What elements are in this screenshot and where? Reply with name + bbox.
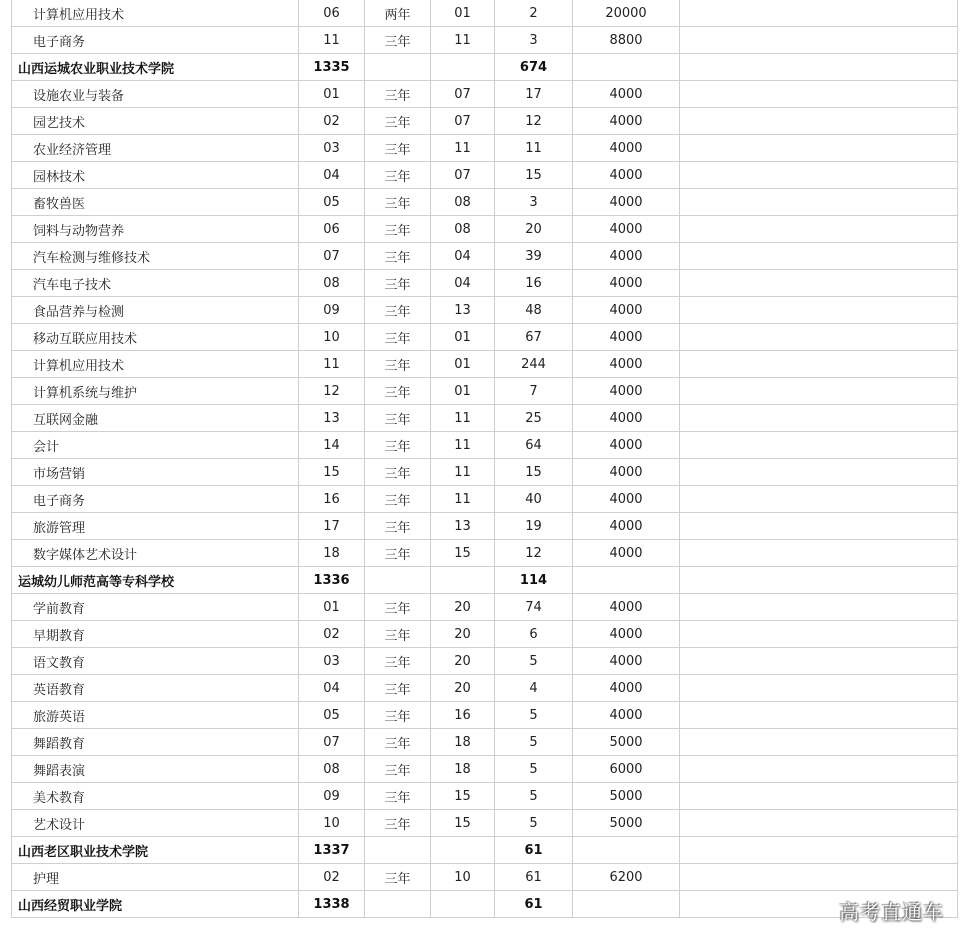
plan-count-cell: 25 — [495, 405, 573, 432]
code-cell: 04 — [299, 675, 365, 702]
remarks-cell — [680, 351, 958, 378]
tuition-fee-cell: 5000 — [573, 729, 680, 756]
major-row — [12, 486, 958, 513]
remarks-cell — [680, 27, 958, 54]
subject-category-cell: 08 — [431, 216, 495, 243]
code-cell: 03 — [299, 648, 365, 675]
school-or-major-name-cell: 汽车检测与维修技术 — [12, 243, 299, 270]
code-cell: 04 — [299, 162, 365, 189]
subject-category-cell: 01 — [431, 0, 495, 27]
plan-count-cell: 67 — [495, 324, 573, 351]
remarks-cell — [680, 702, 958, 729]
remarks-cell — [680, 675, 958, 702]
plan-count-cell: 4 — [495, 675, 573, 702]
remarks-cell — [680, 810, 958, 837]
major-row — [12, 216, 958, 243]
subject-category-cell: 07 — [431, 108, 495, 135]
major-row — [12, 270, 958, 297]
major-row — [12, 756, 958, 783]
enrollment-plan-table — [11, 0, 958, 918]
tuition-fee-cell: 4000 — [573, 162, 680, 189]
school-or-major-name-cell: 语文教育 — [12, 648, 299, 675]
school-or-major-name-cell: 旅游英语 — [12, 702, 299, 729]
code-cell: 02 — [299, 621, 365, 648]
school-or-major-name-cell: 学前教育 — [12, 594, 299, 621]
school-or-major-name-cell: 会计 — [12, 432, 299, 459]
subject-category-cell: 15 — [431, 540, 495, 567]
duration-cell: 三年 — [365, 270, 431, 297]
duration-cell: 三年 — [365, 324, 431, 351]
duration-cell: 三年 — [365, 81, 431, 108]
code-cell: 10 — [299, 324, 365, 351]
remarks-cell — [680, 216, 958, 243]
code-cell: 09 — [299, 297, 365, 324]
school-or-major-name-cell: 园艺技术 — [12, 108, 299, 135]
subject-category-cell: 20 — [431, 675, 495, 702]
subject-category-cell — [431, 837, 495, 864]
remarks-cell — [680, 594, 958, 621]
school-or-major-name-cell: 美术教育 — [12, 783, 299, 810]
subject-category-cell: 07 — [431, 162, 495, 189]
code-cell: 15 — [299, 459, 365, 486]
subject-category-cell: 11 — [431, 135, 495, 162]
remarks-cell — [680, 297, 958, 324]
school-or-major-name-cell: 数字媒体艺术设计 — [12, 540, 299, 567]
plan-count-cell: 3 — [495, 189, 573, 216]
duration-cell: 三年 — [365, 297, 431, 324]
tuition-fee-cell: 4000 — [573, 594, 680, 621]
code-cell: 1335 — [299, 54, 365, 81]
tuition-fee-cell: 4000 — [573, 216, 680, 243]
major-row — [12, 540, 958, 567]
subject-category-cell: 20 — [431, 648, 495, 675]
tuition-fee-cell: 5000 — [573, 783, 680, 810]
duration-cell: 三年 — [365, 189, 431, 216]
school-or-major-name-cell: 山西运城农业职业技术学院 — [12, 54, 299, 81]
remarks-cell — [680, 756, 958, 783]
major-row — [12, 324, 958, 351]
plan-count-cell: 2 — [495, 0, 573, 27]
school-or-major-name-cell: 饲料与动物营养 — [12, 216, 299, 243]
code-cell: 03 — [299, 135, 365, 162]
plan-count-cell: 19 — [495, 513, 573, 540]
remarks-cell — [680, 621, 958, 648]
school-or-major-name-cell: 电子商务 — [12, 27, 299, 54]
remarks-cell — [680, 81, 958, 108]
school-or-major-name-cell: 舞蹈教育 — [12, 729, 299, 756]
plan-count-cell: 16 — [495, 270, 573, 297]
table-body — [12, 0, 958, 918]
major-row — [12, 351, 958, 378]
school-or-major-name-cell: 畜牧兽医 — [12, 189, 299, 216]
tuition-fee-cell: 4000 — [573, 297, 680, 324]
tuition-fee-cell: 4000 — [573, 135, 680, 162]
remarks-cell — [680, 432, 958, 459]
code-cell: 1337 — [299, 837, 365, 864]
subject-category-cell: 01 — [431, 324, 495, 351]
school-or-major-name-cell: 计算机系统与维护 — [12, 378, 299, 405]
remarks-cell — [680, 567, 958, 594]
tuition-fee-cell: 4000 — [573, 432, 680, 459]
duration-cell: 两年 — [365, 0, 431, 27]
plan-count-cell: 5 — [495, 648, 573, 675]
major-row — [12, 27, 958, 54]
plan-count-cell: 40 — [495, 486, 573, 513]
school-or-major-name-cell: 移动互联应用技术 — [12, 324, 299, 351]
code-cell: 1338 — [299, 891, 365, 918]
major-row — [12, 810, 958, 837]
tuition-fee-cell: 6000 — [573, 756, 680, 783]
code-cell: 09 — [299, 783, 365, 810]
subject-category-cell: 13 — [431, 513, 495, 540]
code-cell: 18 — [299, 540, 365, 567]
tuition-fee-cell — [573, 891, 680, 918]
code-cell: 08 — [299, 270, 365, 297]
subject-category-cell: 20 — [431, 621, 495, 648]
remarks-cell — [680, 54, 958, 81]
duration-cell — [365, 54, 431, 81]
watermark-logo-text: 高考直通车 — [839, 900, 944, 924]
school-or-major-name-cell: 食品营养与检测 — [12, 297, 299, 324]
tuition-fee-cell: 4000 — [573, 405, 680, 432]
subject-category-cell: 18 — [431, 756, 495, 783]
tuition-fee-cell: 4000 — [573, 675, 680, 702]
plan-count-cell: 7 — [495, 378, 573, 405]
plan-count-cell: 244 — [495, 351, 573, 378]
school-or-major-name-cell: 汽车电子技术 — [12, 270, 299, 297]
code-cell: 06 — [299, 216, 365, 243]
code-cell: 02 — [299, 864, 365, 891]
duration-cell — [365, 891, 431, 918]
duration-cell — [365, 837, 431, 864]
plan-count-cell: 3 — [495, 27, 573, 54]
tuition-fee-cell: 8800 — [573, 27, 680, 54]
duration-cell: 三年 — [365, 540, 431, 567]
code-cell: 02 — [299, 108, 365, 135]
tuition-fee-cell: 4000 — [573, 243, 680, 270]
tuition-fee-cell: 4000 — [573, 351, 680, 378]
subject-category-cell — [431, 891, 495, 918]
major-row — [12, 189, 958, 216]
tuition-fee-cell — [573, 837, 680, 864]
remarks-cell — [680, 648, 958, 675]
code-cell: 11 — [299, 27, 365, 54]
duration-cell: 三年 — [365, 216, 431, 243]
duration-cell: 三年 — [365, 729, 431, 756]
school-or-major-name-cell: 园林技术 — [12, 162, 299, 189]
remarks-cell — [680, 189, 958, 216]
subject-category-cell: 11 — [431, 486, 495, 513]
school-or-major-name-cell: 早期教育 — [12, 621, 299, 648]
tuition-fee-cell: 4000 — [573, 702, 680, 729]
remarks-cell — [680, 513, 958, 540]
tuition-fee-cell: 5000 — [573, 810, 680, 837]
plan-count-cell: 61 — [495, 864, 573, 891]
major-row — [12, 783, 958, 810]
subject-category-cell: 15 — [431, 783, 495, 810]
remarks-cell — [680, 270, 958, 297]
subject-category-cell: 04 — [431, 270, 495, 297]
plan-count-cell: 48 — [495, 297, 573, 324]
plan-count-cell: 17 — [495, 81, 573, 108]
subject-category-cell: 18 — [431, 729, 495, 756]
subject-category-cell — [431, 567, 495, 594]
major-row — [12, 378, 958, 405]
major-row — [12, 432, 958, 459]
plan-count-cell: 15 — [495, 459, 573, 486]
subject-category-cell: 01 — [431, 378, 495, 405]
major-row — [12, 648, 958, 675]
duration-cell: 三年 — [365, 513, 431, 540]
remarks-cell — [680, 783, 958, 810]
school-or-major-name-cell: 山西老区职业技术学院 — [12, 837, 299, 864]
school-or-major-name-cell: 山西经贸职业学院 — [12, 891, 299, 918]
code-cell: 10 — [299, 810, 365, 837]
remarks-cell — [680, 243, 958, 270]
major-row — [12, 0, 958, 27]
plan-count-cell: 64 — [495, 432, 573, 459]
duration-cell — [365, 567, 431, 594]
school-or-major-name-cell: 艺术设计 — [12, 810, 299, 837]
subject-category-cell: 07 — [431, 81, 495, 108]
plan-count-cell: 12 — [495, 108, 573, 135]
code-cell: 07 — [299, 243, 365, 270]
plan-count-cell: 5 — [495, 756, 573, 783]
college-row — [12, 567, 958, 594]
remarks-cell — [680, 459, 958, 486]
remarks-cell — [680, 108, 958, 135]
school-or-major-name-cell: 旅游管理 — [12, 513, 299, 540]
code-cell: 08 — [299, 756, 365, 783]
duration-cell: 三年 — [365, 243, 431, 270]
subject-category-cell: 16 — [431, 702, 495, 729]
duration-cell: 三年 — [365, 648, 431, 675]
duration-cell: 三年 — [365, 405, 431, 432]
subject-category-cell: 01 — [431, 351, 495, 378]
enrollment-plan-table-container — [11, 0, 957, 918]
remarks-cell — [680, 405, 958, 432]
tuition-fee-cell: 4000 — [573, 540, 680, 567]
school-or-major-name-cell: 电子商务 — [12, 486, 299, 513]
school-or-major-name-cell: 市场营销 — [12, 459, 299, 486]
code-cell: 13 — [299, 405, 365, 432]
duration-cell: 三年 — [365, 459, 431, 486]
code-cell: 12 — [299, 378, 365, 405]
major-row — [12, 81, 958, 108]
tuition-fee-cell: 6200 — [573, 864, 680, 891]
major-row — [12, 297, 958, 324]
plan-count-cell: 61 — [495, 891, 573, 918]
school-or-major-name-cell: 农业经济管理 — [12, 135, 299, 162]
major-row — [12, 864, 958, 891]
subject-category-cell: 10 — [431, 864, 495, 891]
remarks-cell — [680, 486, 958, 513]
code-cell: 07 — [299, 729, 365, 756]
major-row — [12, 702, 958, 729]
duration-cell: 三年 — [365, 378, 431, 405]
school-or-major-name-cell: 互联网金融 — [12, 405, 299, 432]
tuition-fee-cell: 20000 — [573, 0, 680, 27]
major-row — [12, 594, 958, 621]
tuition-fee-cell: 4000 — [573, 324, 680, 351]
duration-cell: 三年 — [365, 27, 431, 54]
duration-cell: 三年 — [365, 432, 431, 459]
subject-category-cell: 08 — [431, 189, 495, 216]
major-row — [12, 621, 958, 648]
subject-category-cell: 13 — [431, 297, 495, 324]
plan-count-cell: 5 — [495, 702, 573, 729]
remarks-cell — [680, 729, 958, 756]
subject-category-cell: 20 — [431, 594, 495, 621]
plan-count-cell: 114 — [495, 567, 573, 594]
code-cell: 14 — [299, 432, 365, 459]
major-row — [12, 459, 958, 486]
subject-category-cell: 11 — [431, 27, 495, 54]
duration-cell: 三年 — [365, 756, 431, 783]
remarks-cell — [680, 837, 958, 864]
subject-category-cell: 11 — [431, 459, 495, 486]
college-row — [12, 891, 958, 918]
school-or-major-name-cell: 计算机应用技术 — [12, 351, 299, 378]
code-cell: 01 — [299, 81, 365, 108]
tuition-fee-cell: 4000 — [573, 648, 680, 675]
subject-category-cell: 11 — [431, 432, 495, 459]
subject-category-cell — [431, 54, 495, 81]
code-cell: 17 — [299, 513, 365, 540]
school-or-major-name-cell: 运城幼儿师范高等专科学校 — [12, 567, 299, 594]
duration-cell: 三年 — [365, 594, 431, 621]
tuition-fee-cell: 4000 — [573, 81, 680, 108]
code-cell: 06 — [299, 0, 365, 27]
duration-cell: 三年 — [365, 486, 431, 513]
remarks-cell — [680, 162, 958, 189]
plan-count-cell: 5 — [495, 729, 573, 756]
tuition-fee-cell: 4000 — [573, 189, 680, 216]
plan-count-cell: 5 — [495, 783, 573, 810]
plan-count-cell: 61 — [495, 837, 573, 864]
code-cell: 01 — [299, 594, 365, 621]
school-or-major-name-cell: 护理 — [12, 864, 299, 891]
remarks-cell — [680, 324, 958, 351]
code-cell: 11 — [299, 351, 365, 378]
duration-cell: 三年 — [365, 135, 431, 162]
major-row — [12, 675, 958, 702]
duration-cell: 三年 — [365, 675, 431, 702]
tuition-fee-cell: 4000 — [573, 378, 680, 405]
plan-count-cell: 5 — [495, 810, 573, 837]
major-row — [12, 135, 958, 162]
plan-count-cell: 39 — [495, 243, 573, 270]
tuition-fee-cell: 4000 — [573, 621, 680, 648]
code-cell: 16 — [299, 486, 365, 513]
school-or-major-name-cell: 舞蹈表演 — [12, 756, 299, 783]
subject-category-cell: 15 — [431, 810, 495, 837]
subject-category-cell: 11 — [431, 405, 495, 432]
school-or-major-name-cell: 设施农业与装备 — [12, 81, 299, 108]
duration-cell: 三年 — [365, 108, 431, 135]
remarks-cell — [680, 540, 958, 567]
code-cell: 05 — [299, 702, 365, 729]
duration-cell: 三年 — [365, 810, 431, 837]
plan-count-cell: 20 — [495, 216, 573, 243]
duration-cell: 三年 — [365, 783, 431, 810]
major-row — [12, 729, 958, 756]
school-or-major-name-cell: 计算机应用技术 — [12, 0, 299, 27]
plan-count-cell: 6 — [495, 621, 573, 648]
remarks-cell — [680, 864, 958, 891]
remarks-cell — [680, 378, 958, 405]
subject-category-cell: 04 — [431, 243, 495, 270]
major-row — [12, 108, 958, 135]
tuition-fee-cell: 4000 — [573, 513, 680, 540]
plan-count-cell: 15 — [495, 162, 573, 189]
duration-cell: 三年 — [365, 702, 431, 729]
college-row — [12, 54, 958, 81]
duration-cell: 三年 — [365, 864, 431, 891]
duration-cell: 三年 — [365, 162, 431, 189]
tuition-fee-cell — [573, 567, 680, 594]
tuition-fee-cell — [573, 54, 680, 81]
college-row — [12, 837, 958, 864]
duration-cell: 三年 — [365, 351, 431, 378]
plan-count-cell: 674 — [495, 54, 573, 81]
tuition-fee-cell: 4000 — [573, 486, 680, 513]
major-row — [12, 513, 958, 540]
school-or-major-name-cell: 英语教育 — [12, 675, 299, 702]
tuition-fee-cell: 4000 — [573, 108, 680, 135]
plan-count-cell: 74 — [495, 594, 573, 621]
plan-count-cell: 11 — [495, 135, 573, 162]
plan-count-cell: 12 — [495, 540, 573, 567]
remarks-cell — [680, 135, 958, 162]
code-cell: 05 — [299, 189, 365, 216]
major-row — [12, 243, 958, 270]
code-cell: 1336 — [299, 567, 365, 594]
duration-cell: 三年 — [365, 621, 431, 648]
tuition-fee-cell: 4000 — [573, 270, 680, 297]
major-row — [12, 405, 958, 432]
major-row — [12, 162, 958, 189]
remarks-cell — [680, 0, 958, 27]
tuition-fee-cell: 4000 — [573, 459, 680, 486]
